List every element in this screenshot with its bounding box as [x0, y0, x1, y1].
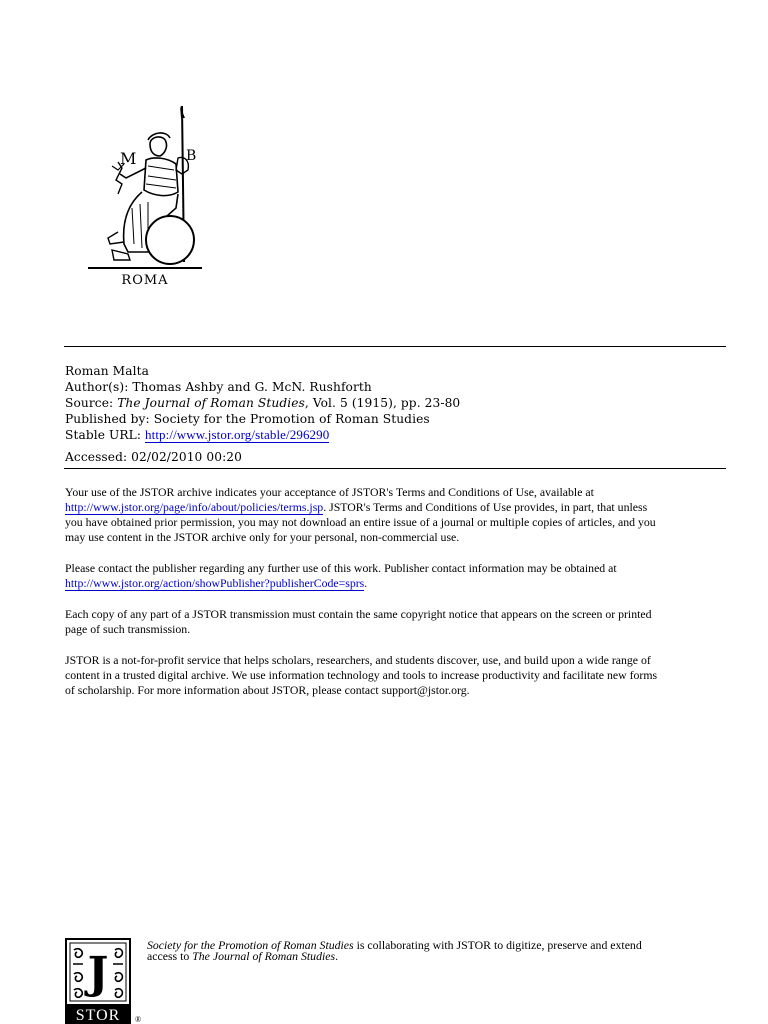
seal-letter-m: M [120, 149, 137, 168]
authors-line: Author(s): Thomas Ashby and G. McN. Rushforth [65, 380, 372, 394]
seal-letter-b: B [186, 148, 197, 164]
source-journal: The Journal of Roman Studies [117, 396, 305, 410]
stable-url-link[interactable]: http://www.jstor.org/stable/296290 [145, 427, 330, 442]
roma-seal-logo [88, 104, 202, 290]
top-divider [64, 346, 726, 347]
terms-block [65, 485, 725, 714]
citation-block [65, 363, 460, 465]
publisher-line: Published by: Society for the Promotion of Roman Studies [65, 412, 430, 426]
terms-paragraph-2: Please contact the publisher regarding any further use of this work. Publisher contact information may be obtained at http://www.jstor.org/action/showPublisher?publisherCode=sprs. [65, 561, 617, 590]
footer-journal: The Journal of Roman Studies [192, 949, 336, 963]
authors: Thomas Ashby and G. McN. Rushforth [132, 380, 372, 394]
terms-paragraph-4: JSTOR is a not-for-profit service that helps scholars, researchers, and students discover, use, and build upon a wide range of content in a trusted digital archive. We use information technology and tools to increase productivity and facilitate new forms of scholarship. For more information about JSTOR, please contact support@jstor.org. [65, 653, 658, 697]
terms-paragraph-3: Each copy of any part of a JSTOR transmission must contain the same copyright notice that appears on the screen or printed page of such transmission. [65, 607, 652, 636]
source-line: Source: The Journal of Roman Studies, Vol. 5 (1915), pp. 23-80 [65, 396, 461, 410]
publisher-contact-link[interactable]: http://www.jstor.org/action/showPublisher?publisherCode=sprs [65, 576, 365, 590]
bottom-divider [64, 468, 726, 469]
accessed-line: Accessed: 02/02/2010 00:20 [65, 450, 243, 464]
jstor-logo-wordmark: STOR [75, 1007, 121, 1024]
seal-caption: ROMA [121, 273, 169, 288]
accessed-date: 02/02/2010 00:20 [131, 450, 243, 464]
jstor-registered-mark: ® [135, 1015, 142, 1024]
terms-link[interactable]: http://www.jstor.org/page/info/about/policies/terms.jsp [65, 500, 324, 514]
source-details: , Vol. 5 (1915), pp. 23-80 [304, 396, 461, 410]
terms-paragraph-1: Your use of the JSTOR archive indicates your acceptance of JSTOR's Terms and Conditions of Use, available at http://www.jstor.org/page/info/about/policies/terms.jsp. JSTOR's Terms and Conditions of Use provides, in part, that unless you have obtained prior permission, you may not download an entire issue of a journal or multiple copies of articles, and you may use content in the JSTOR archive only for your personal, non-commercial use. [65, 485, 656, 544]
stable-url-line: Stable URL: http://www.jstor.org/stable/296290 [65, 427, 330, 442]
jstor-logo [65, 938, 145, 1024]
jstor-logo-letter: J [87, 948, 109, 999]
footer-text: Society for the Promotion of Roman Studies is collaborating with JSTOR to digitize, preserve and extend access to The Journal of Roman Studies. [147, 938, 642, 963]
footer-society: Society for the Promotion of Roman Studies [147, 938, 354, 952]
article-title: Roman Malta [65, 364, 149, 378]
publisher: Society for the Promotion of Roman Studies [153, 412, 430, 426]
